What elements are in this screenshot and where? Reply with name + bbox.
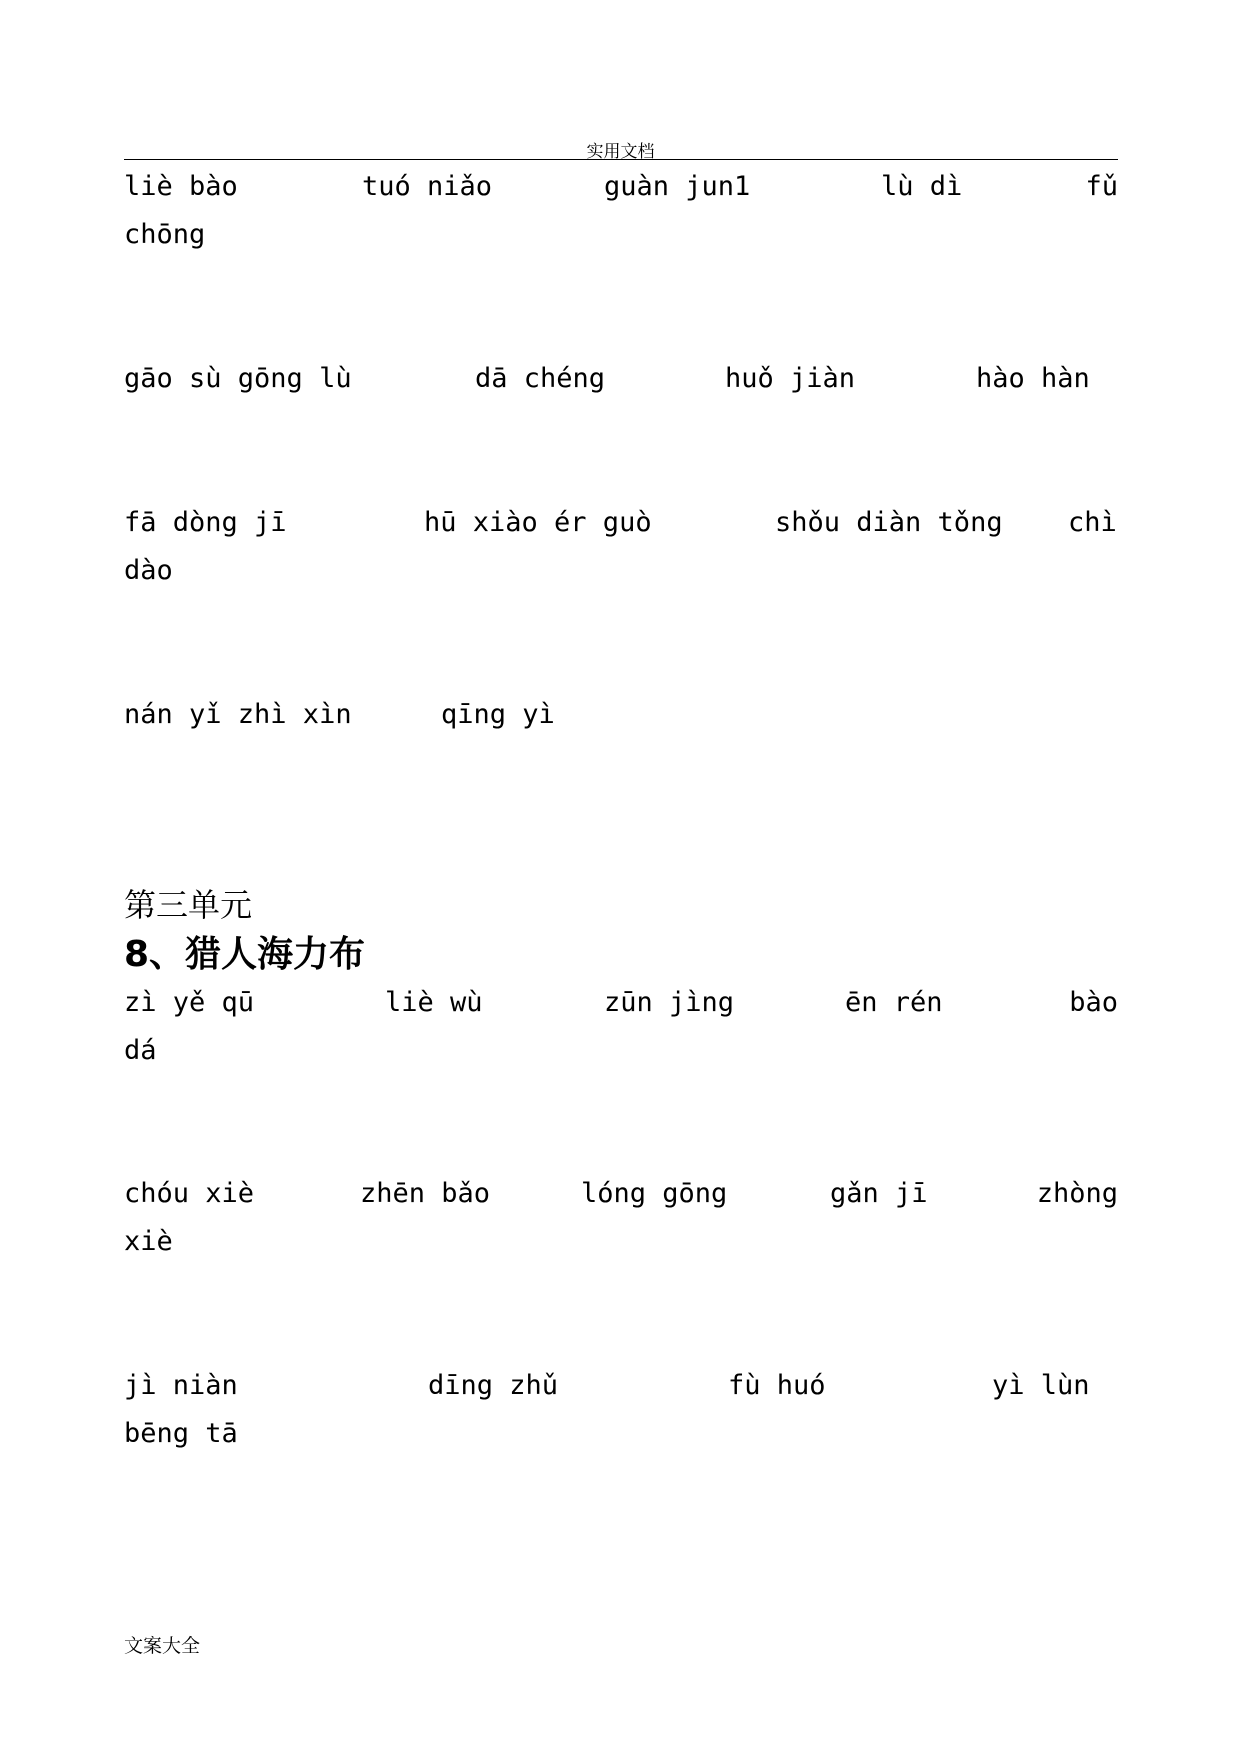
pinyin-word: dào bbox=[124, 555, 173, 586]
pinyin-word: liè bào bbox=[124, 171, 238, 202]
pinyin-row bbox=[124, 1174, 1118, 1214]
pinyin-row bbox=[124, 1031, 1118, 1071]
pinyin-word: zì yě qū bbox=[124, 987, 255, 1018]
pinyin-word: dā chéng bbox=[475, 363, 606, 394]
pinyin-word: bēng tā bbox=[124, 1418, 238, 1449]
pinyin-word: bào bbox=[1069, 987, 1118, 1018]
pinyin-word: chōng bbox=[124, 219, 206, 250]
pinyin-word: yì lùn bbox=[992, 1370, 1090, 1401]
pinyin-word: dīng zhǔ bbox=[428, 1370, 559, 1401]
pinyin-word: hào hàn bbox=[976, 363, 1090, 394]
pinyin-word: zūn jìng bbox=[604, 987, 735, 1018]
pinyin-row bbox=[124, 551, 1118, 591]
pinyin-row bbox=[124, 503, 1118, 543]
pinyin-word: jì niàn bbox=[124, 1370, 238, 1401]
pinyin-word: tuó niǎo bbox=[362, 171, 493, 202]
pinyin-word: fǔ bbox=[1085, 171, 1118, 202]
pinyin-row bbox=[124, 1414, 1118, 1454]
pinyin-word: zhēn bǎo bbox=[360, 1178, 491, 1209]
pinyin-row bbox=[124, 695, 1118, 735]
pinyin-word: qīng yì bbox=[441, 699, 555, 730]
pinyin-word: hū xiào ér guò bbox=[424, 507, 652, 538]
pinyin-word: xiè bbox=[124, 1226, 173, 1257]
pinyin-word: lù dì bbox=[881, 171, 963, 202]
pinyin-row bbox=[124, 983, 1118, 1023]
pinyin-row bbox=[124, 1222, 1118, 1262]
pinyin-word: lóng gōng bbox=[581, 1178, 728, 1209]
pinyin-row bbox=[124, 1366, 1118, 1406]
pinyin-word: gāo sù gōng lù bbox=[124, 363, 352, 394]
pinyin-word: chì bbox=[1068, 507, 1117, 538]
pinyin-word: dá bbox=[124, 1035, 157, 1066]
pinyin-word: fù huó bbox=[728, 1370, 826, 1401]
pinyin-word: guàn jun1 bbox=[604, 171, 751, 202]
pinyin-word: ēn rén bbox=[845, 987, 943, 1018]
pinyin-word: liè wù bbox=[385, 987, 483, 1018]
pinyin-word: fā dòng jī bbox=[124, 507, 287, 538]
pinyin-row bbox=[124, 359, 1118, 399]
pinyin-word: huǒ jiàn bbox=[725, 363, 856, 394]
lesson-title: 8、猎人海力布 bbox=[124, 934, 366, 975]
pinyin-word: shǒu diàn tǒng bbox=[775, 507, 1003, 538]
page-footer: 文案大全 bbox=[124, 1635, 201, 1657]
page-header: 实用文档 bbox=[586, 142, 655, 162]
pinyin-word: chóu xiè bbox=[124, 1178, 255, 1209]
pinyin-row bbox=[124, 215, 1118, 255]
unit-title: 第三单元 bbox=[124, 886, 253, 924]
pinyin-row bbox=[124, 167, 1118, 207]
header-rule bbox=[124, 159, 1118, 160]
pinyin-word: gǎn jī bbox=[830, 1178, 928, 1209]
pinyin-word: nán yǐ zhì xìn bbox=[124, 699, 352, 730]
pinyin-word: zhòng bbox=[1036, 1178, 1118, 1209]
